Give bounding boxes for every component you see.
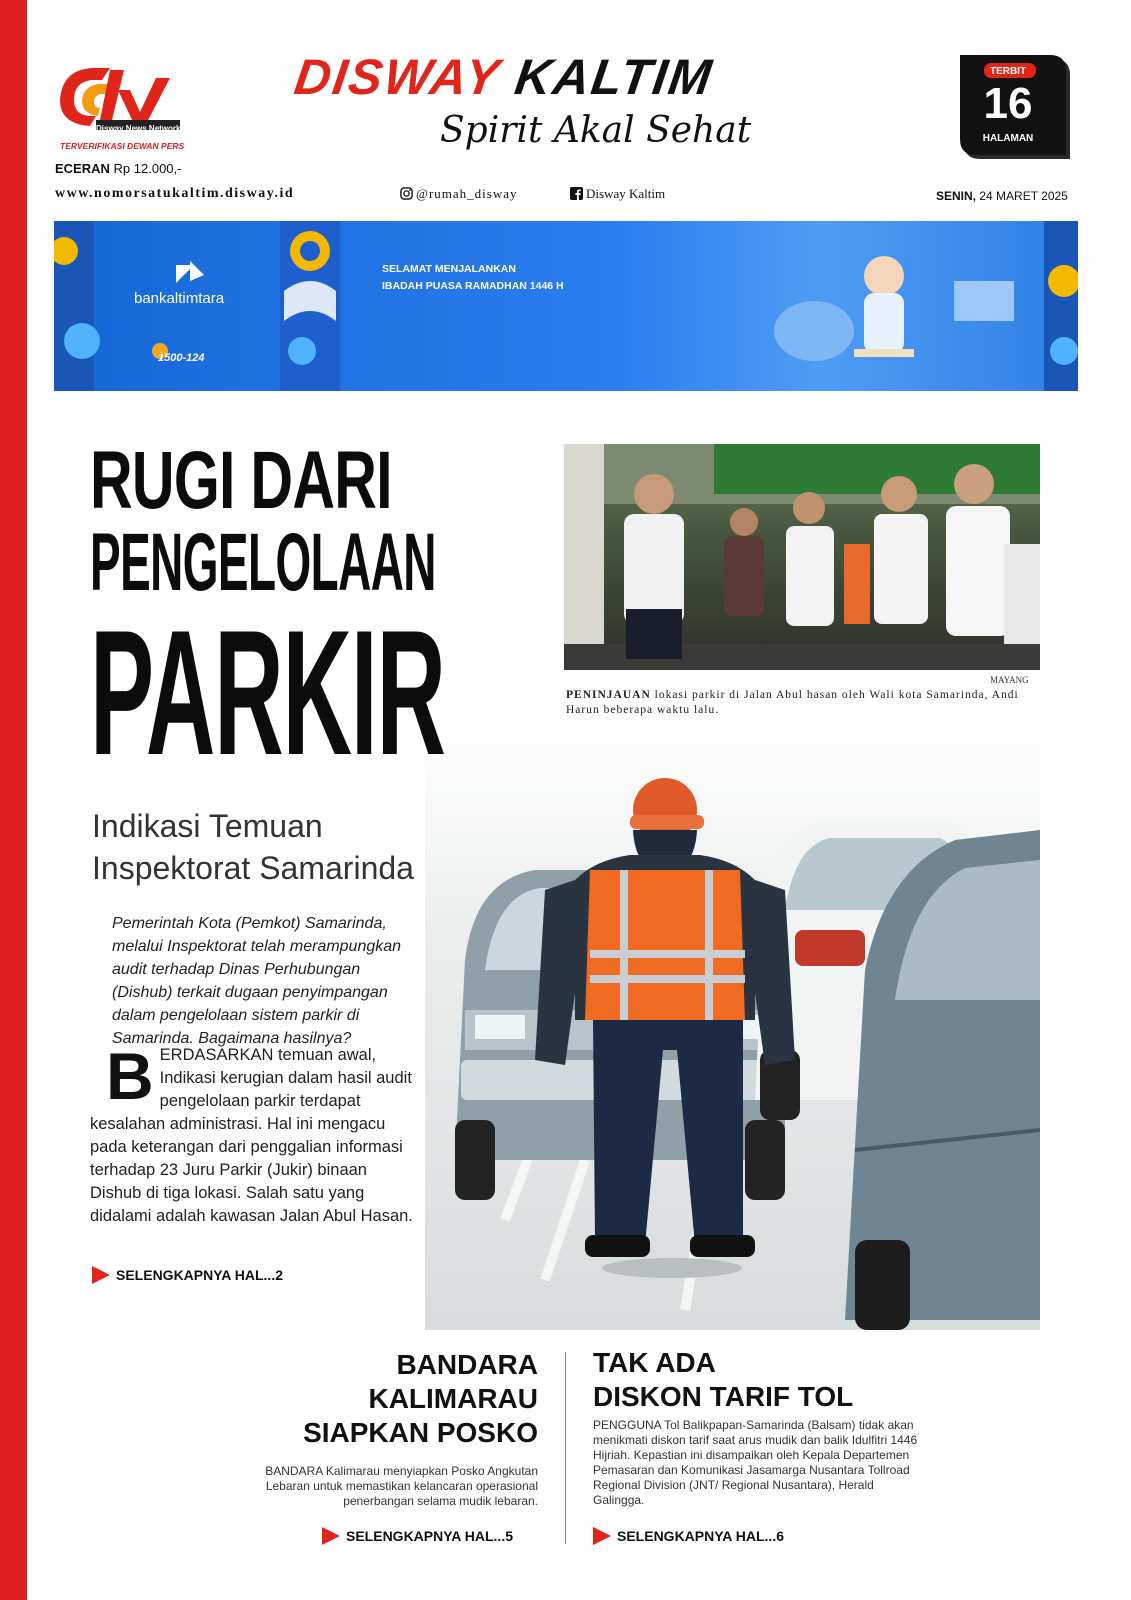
subheadline-line1: Indikasi Temuan: [92, 808, 323, 844]
triangle-icon: [593, 1527, 611, 1545]
instagram-icon: [400, 187, 413, 200]
retail-price: ECERAN Rp 12.000,-: [55, 161, 182, 176]
masthead: DISWAY KALTIM: [291, 49, 717, 105]
badge-halaman: HALAMAN: [982, 133, 1034, 144]
tol-headline[interactable]: TAK ADA DISKON TARIF TOL: [593, 1347, 854, 1412]
banner-greeting-line2: IBADAH PUASA RAMADHAN 1446 H: [382, 280, 564, 292]
facebook-handle[interactable]: Disway Kaltim: [570, 186, 665, 202]
banner-greeting-line1: SELAMAT MENJALANKAN: [382, 263, 516, 275]
column-divider: [565, 1352, 566, 1544]
tol-summary: PENGGUNA Tol Balikpapan-Samarinda (Balsam) tidak akan menikmati diskon tarif saat arus mudik dan balik Idulfitri 1446 Hijriah. Kepastian ini disampaikan oleh Kepala Departemen Pemasaran dan Komunikasi Jasamarga Nusantara Tollroad Regional Division (JNT/ Regional Nusantara), Herald Galingga.: [593, 1418, 918, 1507]
bank-name: bankaltimtara: [134, 290, 225, 307]
bank-phone: 1500-124: [158, 352, 205, 364]
story-lead: Pemerintah Kota (Pemkot) Samarinda, melalui Inspektorat telah merampungkan audit terhadap Dinas Perhubungan (Dishub) terkait dugaan penyimpangan dalam pengelolaan sistem parkir di Samarinda. Bagaimana hasilnya?: [112, 915, 402, 1047]
headline-line1: RUGI DARI: [90, 435, 392, 526]
headline-line3: PARKIR: [90, 593, 445, 792]
dropcap: B: [106, 1039, 154, 1113]
website-link[interactable]: www.nomorsatukaltim.disway.id: [55, 186, 295, 201]
triangle-icon: [92, 1266, 110, 1284]
badge-page-count: 16: [983, 79, 1033, 128]
bandara-summary: BANDARA Kalimarau menyiapkan Posko Angkutan Lebaran untuk memastikan kelancaran operasional penerbangan selama mudik lebaran.: [265, 1464, 538, 1508]
logo-network-text: Disway News Network: [96, 124, 181, 133]
photo-caption: PENINJAUAN lokasi parkir di Jalan Abul hasan oleh Wali kota Samarinda, Andi Harun beberapa waktu lalu.: [566, 689, 1019, 716]
photo-credit: MAYANG: [990, 675, 1029, 685]
inspection-photo: [564, 444, 1040, 670]
read-more-main[interactable]: SELENGKAPNYA HAL...2: [92, 1266, 283, 1284]
read-more-tol[interactable]: SELENGKAPNYA HAL...6: [593, 1527, 784, 1545]
badge-terbit: TERBIT: [989, 66, 1027, 77]
read-more-bandara[interactable]: SELENGKAPNYA HAL...5: [322, 1527, 513, 1545]
bandara-headline[interactable]: BANDARA KALIMARAU SIAPKAN POSKO: [303, 1349, 538, 1448]
parking-illustration: [425, 720, 1040, 1330]
triangle-icon: [322, 1527, 340, 1545]
verified-label: TERVERIFIKASI DEWAN PERS: [60, 141, 185, 151]
story-body: [90, 1039, 415, 1228]
subheadline-line2: Inspektorat Samarinda: [92, 850, 414, 886]
facebook-icon: [570, 187, 583, 200]
tagline: Spirit Akal Sehat: [440, 110, 752, 151]
body-text: temuan awal, Indikasi kerugian dalam hasil audit pengelolaan parkir terdapat kesalahan administrasi. Hal ini mengacu pada keterangan dari penggalian informasi terhadap 23 Juru Parkir (Jukir) binaan Dishub di tiga lokasi. Salah satu yang didalami adalah kawasan Jalan Abul Hasan.: [90, 1046, 413, 1225]
body-lead-caps: ERDASARKAN: [159, 1046, 274, 1064]
headline-line2: PENGELOLAAN: [90, 517, 436, 608]
issue-date: SENIN, 24 MARET 2025: [936, 189, 1068, 203]
photo-scene: [564, 444, 1040, 670]
side-red-bar: [0, 0, 27, 1600]
instagram-handle[interactable]: @rumah_disway: [400, 186, 518, 202]
